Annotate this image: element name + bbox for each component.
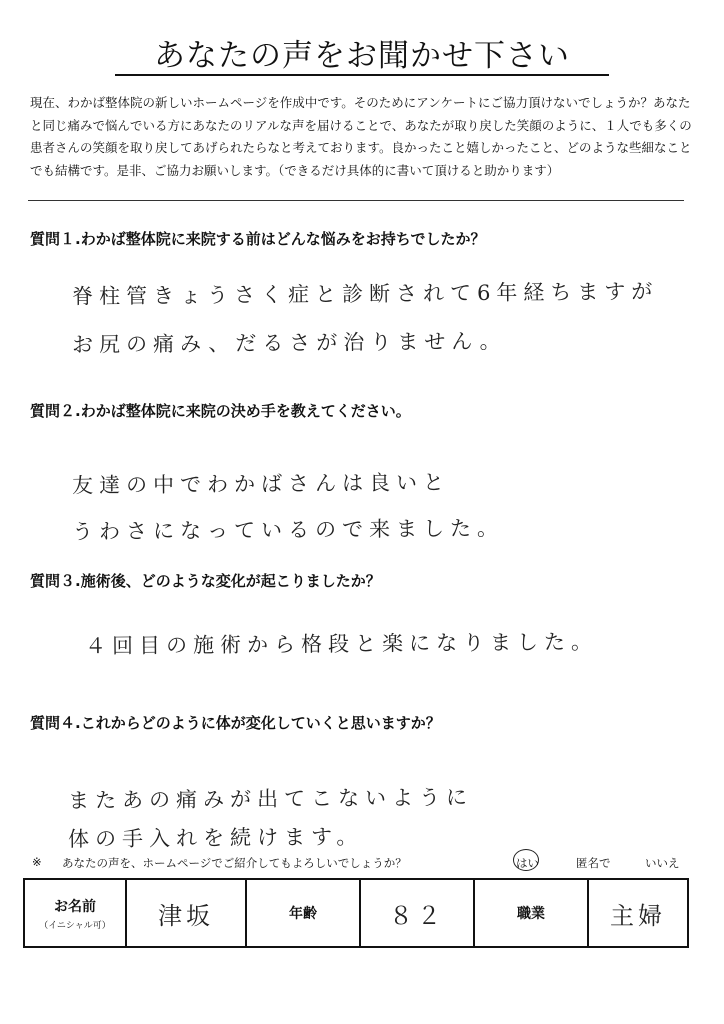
question-2: 質問２.わかば整体院に来院の決め手を教えてください。 [30, 402, 411, 420]
consent-option-anonymous[interactable]: 匿名で [576, 856, 611, 870]
age-label: 年齢 [289, 906, 317, 922]
answer-2-line-1: 友達の中でわかばさんは良いと [71, 470, 451, 498]
consent-mark: ※ [32, 855, 42, 869]
name-label-cell [24, 879, 126, 947]
question-4: 質問４.これからどのように体が変化していくと思いますか？ [30, 714, 441, 732]
answer-1-line-2: お尻の痛み、だるさが治りません。 [71, 329, 507, 357]
consent-option-yes[interactable]: はい [516, 856, 539, 870]
consent-question: あなたの声を、ホームページでご紹介してもよろしいでしょうか？ [62, 856, 407, 870]
divider [28, 200, 684, 201]
answer-3-line-1: ４回目の施術から格段と楽になりました。 [84, 629, 599, 659]
job-value: 主婦 [610, 901, 666, 930]
age-value: ８２ [389, 901, 445, 930]
selected-circle-mark [513, 849, 539, 871]
name-value-cell[interactable] [126, 879, 246, 947]
title-underline [115, 74, 609, 76]
question-1: 質問１.わかば整体院に来院する前はどんな悩みをお持ちでしたか？ [30, 230, 486, 248]
respondent-info-table [23, 878, 689, 948]
answer-2-line-2: うわさになっているので来ました。 [71, 516, 505, 544]
name-sublabel: （イニシャル可） [39, 920, 111, 931]
answer-4-line-2: 体の手入れを続けます。 [67, 824, 364, 852]
page-title: あなたの声をお聞かせ下さい [154, 38, 570, 74]
job-label-cell [474, 879, 588, 947]
question-3: 質問３.施術後、どのような変化が起こりましたか？ [30, 572, 381, 590]
consent-option-no[interactable]: いいえ [645, 856, 680, 870]
job-label: 職業 [517, 906, 545, 922]
name-label: お名前 [54, 898, 96, 915]
job-value-cell[interactable] [588, 879, 688, 947]
answer-4-line-1: またあの痛みが出てこないように [67, 785, 474, 813]
intro-text: 現在、わかば整体院の新しいホームページを作成中です。そのためにアンケートにご協力頂けないでしょうか？あなたと同じ痛みで悩んでいる方にあなたのリアルな声を届けることで、あなたが取り戻した笑顔のように、１人でも多くの患者さんの笑顔を取り戻してあげられたらなと考えております。良かったこと嬉しかったこと、どのような些細なことでも結構です。是非、ご協力お願いします。（できるだけ具体的に書いて頂けると助かります） [30, 95, 692, 178]
answer-1-line-1: 脊柱管きょうさく症と診断されて6年経ちますが [71, 279, 659, 309]
age-label-cell [246, 879, 360, 947]
name-value: 津坂 [158, 901, 214, 930]
age-value-cell[interactable] [360, 879, 474, 947]
